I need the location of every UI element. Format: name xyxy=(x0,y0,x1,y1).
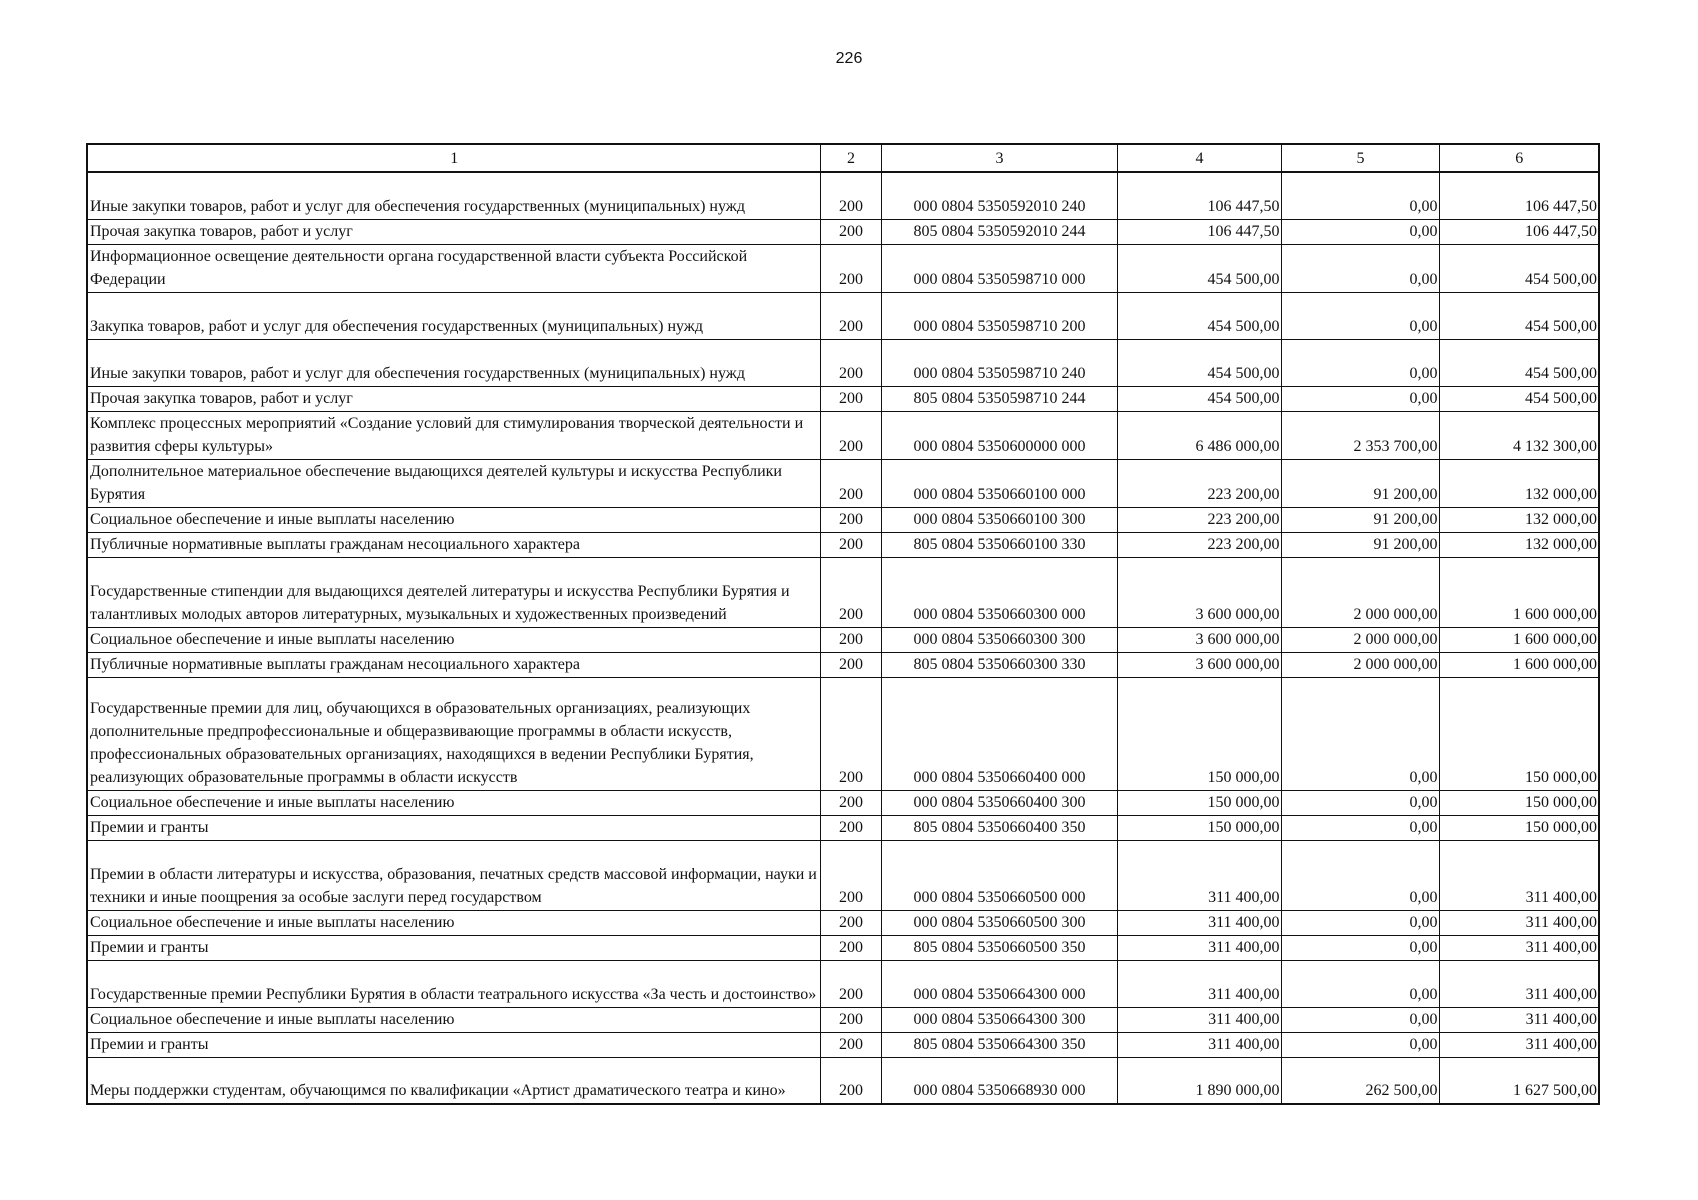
row-value-col6: 454 500,00 xyxy=(1439,339,1599,386)
table-row xyxy=(87,840,1599,910)
row-value-col5: 0,00 xyxy=(1281,339,1439,386)
row-line-code: 200 xyxy=(820,172,881,219)
table-row xyxy=(87,507,1599,532)
row-value-col6: 150 000,00 xyxy=(1439,790,1599,815)
row-name: Государственные премии для лиц, обучающихся в образовательных организациях, реализующих дополнительные предпрофессиональные и общеразвивающие программы в области искусств, профессиональных образовательных организациях, находящихся в ведении Республики Бурятия, реализующих образовательные программы в области искусств xyxy=(87,677,820,790)
row-value-col4: 311 400,00 xyxy=(1117,935,1281,960)
row-budget-code: 000 0804 5350660500 300 xyxy=(881,910,1117,935)
row-value-col6: 1 600 000,00 xyxy=(1439,652,1599,677)
row-name: Публичные нормативные выплаты гражданам несоциального характера xyxy=(87,652,820,677)
row-line-code: 200 xyxy=(820,627,881,652)
row-value-col6: 454 500,00 xyxy=(1439,244,1599,292)
row-name: Прочая закупка товаров, работ и услуг xyxy=(87,219,820,244)
header-cell: 5 xyxy=(1281,144,1439,172)
row-value-col4: 223 200,00 xyxy=(1117,532,1281,557)
row-value-col6: 106 447,50 xyxy=(1439,219,1599,244)
table-row xyxy=(87,411,1599,459)
budget-table xyxy=(86,143,1600,1105)
row-line-code: 200 xyxy=(820,677,881,790)
row-value-col6: 4 132 300,00 xyxy=(1439,411,1599,459)
row-value-col5: 2 000 000,00 xyxy=(1281,627,1439,652)
row-line-code: 200 xyxy=(820,652,881,677)
row-budget-code: 000 0804 5350660300 300 xyxy=(881,627,1117,652)
row-budget-code: 000 0804 5350664300 000 xyxy=(881,960,1117,1007)
row-line-code: 200 xyxy=(820,411,881,459)
row-value-col4: 454 500,00 xyxy=(1117,244,1281,292)
row-budget-code: 805 0804 5350660400 350 xyxy=(881,815,1117,840)
row-value-col5: 0,00 xyxy=(1281,172,1439,219)
row-name: Социальное обеспечение и иные выплаты населению xyxy=(87,910,820,935)
row-line-code: 200 xyxy=(820,507,881,532)
row-budget-code: 000 0804 5350664300 300 xyxy=(881,1007,1117,1032)
table-row xyxy=(87,1032,1599,1057)
row-value-col4: 311 400,00 xyxy=(1117,1032,1281,1057)
row-name: Дополнительное материальное обеспечение выдающихся деятелей культуры и искусства Республики Бурятия xyxy=(87,459,820,507)
row-value-col6: 454 500,00 xyxy=(1439,292,1599,339)
table-row xyxy=(87,292,1599,339)
row-name: Прочая закупка товаров, работ и услуг xyxy=(87,386,820,411)
row-value-col5: 0,00 xyxy=(1281,815,1439,840)
row-line-code: 200 xyxy=(820,459,881,507)
row-line-code: 200 xyxy=(820,244,881,292)
row-value-col6: 150 000,00 xyxy=(1439,815,1599,840)
row-value-col6: 311 400,00 xyxy=(1439,910,1599,935)
row-value-col4: 1 890 000,00 xyxy=(1117,1057,1281,1104)
row-budget-code: 805 0804 5350660100 330 xyxy=(881,532,1117,557)
table-row xyxy=(87,1057,1599,1104)
row-value-col4: 454 500,00 xyxy=(1117,386,1281,411)
row-name: Премии и гранты xyxy=(87,1032,820,1057)
row-line-code: 200 xyxy=(820,840,881,910)
row-name: Премии в области литературы и искусства, образования, печатных средств массовой информации, науки и техники и иные поощрения за особые заслуги перед государством xyxy=(87,840,820,910)
row-name: Социальное обеспечение и иные выплаты населению xyxy=(87,790,820,815)
row-value-col6: 1 600 000,00 xyxy=(1439,557,1599,627)
row-name: Иные закупки товаров, работ и услуг для обеспечения государственных (муниципальных) нужд xyxy=(87,172,820,219)
row-budget-code: 000 0804 5350660100 300 xyxy=(881,507,1117,532)
table-row xyxy=(87,386,1599,411)
row-value-col4: 150 000,00 xyxy=(1117,790,1281,815)
row-line-code: 200 xyxy=(820,532,881,557)
row-value-col4: 106 447,50 xyxy=(1117,172,1281,219)
row-value-col5: 91 200,00 xyxy=(1281,507,1439,532)
row-name: Социальное обеспечение и иные выплаты населению xyxy=(87,627,820,652)
row-value-col5: 2 353 700,00 xyxy=(1281,411,1439,459)
table-row xyxy=(87,219,1599,244)
row-line-code: 200 xyxy=(820,910,881,935)
row-line-code: 200 xyxy=(820,935,881,960)
row-value-col6: 311 400,00 xyxy=(1439,840,1599,910)
row-value-col6: 1 627 500,00 xyxy=(1439,1057,1599,1104)
row-line-code: 200 xyxy=(820,557,881,627)
row-name: Закупка товаров, работ и услуг для обеспечения государственных (муниципальных) нужд xyxy=(87,292,820,339)
row-value-col6: 132 000,00 xyxy=(1439,507,1599,532)
row-budget-code: 000 0804 5350598710 240 xyxy=(881,339,1117,386)
row-value-col5: 0,00 xyxy=(1281,386,1439,411)
row-value-col4: 6 486 000,00 xyxy=(1117,411,1281,459)
row-budget-code: 000 0804 5350600000 000 xyxy=(881,411,1117,459)
table-row xyxy=(87,172,1599,219)
row-value-col5: 0,00 xyxy=(1281,910,1439,935)
row-name: Премии и гранты xyxy=(87,815,820,840)
row-value-col4: 3 600 000,00 xyxy=(1117,557,1281,627)
table-row xyxy=(87,557,1599,627)
row-value-col5: 91 200,00 xyxy=(1281,532,1439,557)
row-value-col5: 2 000 000,00 xyxy=(1281,557,1439,627)
row-value-col5: 0,00 xyxy=(1281,840,1439,910)
row-line-code: 200 xyxy=(820,219,881,244)
row-name: Государственные премии Республики Бурятия в области театрального искусства «За честь и достоинство» xyxy=(87,960,820,1007)
row-name: Государственные стипендии для выдающихся деятелей литературы и искусства Республики Бурятия и талантливых молодых авторов литературных, музыкальных и художественных произведений xyxy=(87,557,820,627)
row-value-col5: 0,00 xyxy=(1281,292,1439,339)
table-row xyxy=(87,627,1599,652)
row-name: Публичные нормативные выплаты гражданам несоциального характера xyxy=(87,532,820,557)
row-value-col6: 150 000,00 xyxy=(1439,677,1599,790)
row-line-code: 200 xyxy=(820,815,881,840)
row-value-col4: 311 400,00 xyxy=(1117,960,1281,1007)
row-name: Меры поддержки студентам, обучающимся по квалификации «Артист драматического театра и кино» xyxy=(87,1057,820,1104)
row-value-col4: 223 200,00 xyxy=(1117,507,1281,532)
row-budget-code: 805 0804 5350660500 350 xyxy=(881,935,1117,960)
row-line-code: 200 xyxy=(820,1057,881,1104)
row-value-col4: 223 200,00 xyxy=(1117,459,1281,507)
row-value-col6: 106 447,50 xyxy=(1439,172,1599,219)
table-row xyxy=(87,339,1599,386)
table-row xyxy=(87,815,1599,840)
row-value-col4: 454 500,00 xyxy=(1117,339,1281,386)
row-budget-code: 000 0804 5350660500 000 xyxy=(881,840,1117,910)
row-budget-code: 805 0804 5350660300 330 xyxy=(881,652,1117,677)
row-budget-code: 000 0804 5350668930 000 xyxy=(881,1057,1117,1104)
header-cell: 2 xyxy=(820,144,881,172)
table-row xyxy=(87,1007,1599,1032)
row-value-col4: 311 400,00 xyxy=(1117,840,1281,910)
header-cell: 1 xyxy=(87,144,820,172)
header-cell: 4 xyxy=(1117,144,1281,172)
row-value-col6: 311 400,00 xyxy=(1439,1007,1599,1032)
row-value-col4: 454 500,00 xyxy=(1117,292,1281,339)
table-row xyxy=(87,935,1599,960)
row-value-col6: 132 000,00 xyxy=(1439,459,1599,507)
header-cell: 6 xyxy=(1439,144,1599,172)
row-line-code: 200 xyxy=(820,1007,881,1032)
row-budget-code: 000 0804 5350598710 200 xyxy=(881,292,1117,339)
row-value-col6: 132 000,00 xyxy=(1439,532,1599,557)
row-value-col5: 91 200,00 xyxy=(1281,459,1439,507)
header-row xyxy=(87,144,1599,172)
row-line-code: 200 xyxy=(820,386,881,411)
row-name: Социальное обеспечение и иные выплаты населению xyxy=(87,507,820,532)
row-name: Комплекс процессных мероприятий «Создание условий для стимулирования творческой деятельности и развития сферы культуры» xyxy=(87,411,820,459)
row-budget-code: 805 0804 5350598710 244 xyxy=(881,386,1117,411)
row-value-col5: 0,00 xyxy=(1281,677,1439,790)
row-name: Информационное освещение деятельности органа государственной власти субъекта Российской Федерации xyxy=(87,244,820,292)
row-value-col5: 2 000 000,00 xyxy=(1281,652,1439,677)
row-value-col6: 1 600 000,00 xyxy=(1439,627,1599,652)
table-row xyxy=(87,960,1599,1007)
row-value-col5: 0,00 xyxy=(1281,790,1439,815)
table-row xyxy=(87,910,1599,935)
row-budget-code: 805 0804 5350664300 350 xyxy=(881,1032,1117,1057)
row-name: Иные закупки товаров, работ и услуг для обеспечения государственных (муниципальных) нужд xyxy=(87,339,820,386)
row-line-code: 200 xyxy=(820,339,881,386)
row-value-col4: 3 600 000,00 xyxy=(1117,627,1281,652)
table-row xyxy=(87,459,1599,507)
row-value-col6: 311 400,00 xyxy=(1439,960,1599,1007)
row-line-code: 200 xyxy=(820,1032,881,1057)
row-value-col4: 311 400,00 xyxy=(1117,910,1281,935)
row-budget-code: 000 0804 5350660400 300 xyxy=(881,790,1117,815)
row-value-col6: 454 500,00 xyxy=(1439,386,1599,411)
row-value-col5: 0,00 xyxy=(1281,935,1439,960)
row-value-col5: 0,00 xyxy=(1281,1007,1439,1032)
row-line-code: 200 xyxy=(820,292,881,339)
row-budget-code: 000 0804 5350660300 000 xyxy=(881,557,1117,627)
row-budget-code: 000 0804 5350598710 000 xyxy=(881,244,1117,292)
row-name: Премии и гранты xyxy=(87,935,820,960)
table-row xyxy=(87,244,1599,292)
row-line-code: 200 xyxy=(820,960,881,1007)
row-value-col4: 106 447,50 xyxy=(1117,219,1281,244)
row-budget-code: 805 0804 5350592010 244 xyxy=(881,219,1117,244)
row-budget-code: 000 0804 5350660400 000 xyxy=(881,677,1117,790)
row-budget-code: 000 0804 5350592010 240 xyxy=(881,172,1117,219)
table-row xyxy=(87,677,1599,790)
row-value-col5: 0,00 xyxy=(1281,960,1439,1007)
table-row xyxy=(87,790,1599,815)
row-value-col4: 311 400,00 xyxy=(1117,1007,1281,1032)
row-value-col6: 311 400,00 xyxy=(1439,935,1599,960)
row-value-col4: 150 000,00 xyxy=(1117,815,1281,840)
row-value-col4: 150 000,00 xyxy=(1117,677,1281,790)
header-cell: 3 xyxy=(881,144,1117,172)
row-line-code: 200 xyxy=(820,790,881,815)
row-value-col5: 0,00 xyxy=(1281,219,1439,244)
row-budget-code: 000 0804 5350660100 000 xyxy=(881,459,1117,507)
row-name: Социальное обеспечение и иные выплаты населению xyxy=(87,1007,820,1032)
row-value-col4: 3 600 000,00 xyxy=(1117,652,1281,677)
page-number: 226 xyxy=(835,50,863,67)
row-value-col5: 0,00 xyxy=(1281,244,1439,292)
table-row xyxy=(87,532,1599,557)
table-row xyxy=(87,652,1599,677)
row-value-col5: 0,00 xyxy=(1281,1032,1439,1057)
row-value-col6: 311 400,00 xyxy=(1439,1032,1599,1057)
row-value-col5: 262 500,00 xyxy=(1281,1057,1439,1104)
